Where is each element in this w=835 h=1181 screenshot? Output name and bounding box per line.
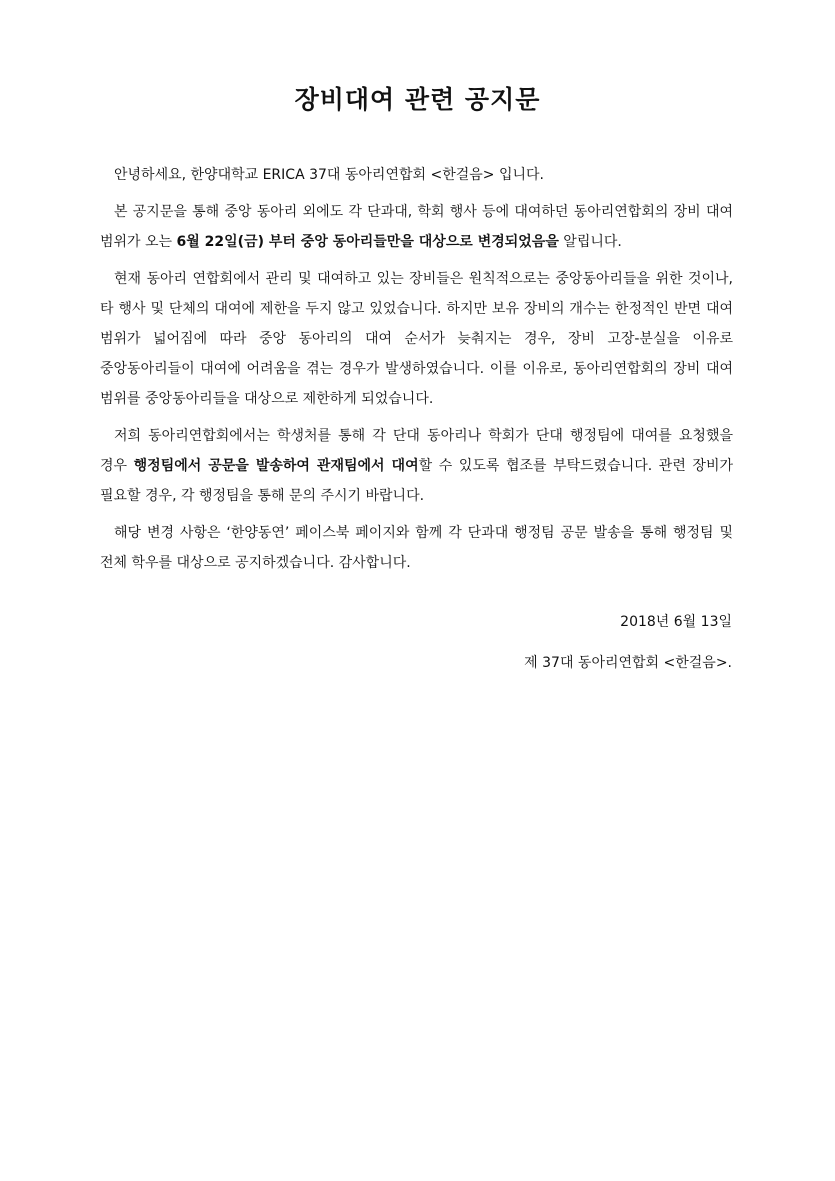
greeting-text: 안녕하세요, 한양대학교 ERICA 37대 동아리연합회 <한걸음> 입니다. — [114, 167, 544, 183]
procedure-text-after: 할 수 있도록 협조를 부탁드렸습니다. 관련 장비가 필요할 경우, 각 행정팀을 통해 문의 주시기 바랍니다. — [100, 458, 734, 504]
notice-body — [100, 160, 733, 585]
notice-date: 2018년 6월 13일 — [620, 614, 732, 630]
announcement-text-after: 알립니다. — [558, 234, 622, 250]
closing-text: 해당 변경 사항은 ‘한양동연’ 페이스북 페이지와 함께 각 단과대 행정팀 공문 발송을 통해 행정팀 및 전체 학우를 대상으로 공지하겠습니다. 감사합니다. — [100, 525, 733, 571]
procedure-emphasis: 행정팀에서 공문을 발송하여 관재팀에서 대여 — [133, 458, 419, 474]
closing-paragraph — [100, 518, 733, 578]
reason-text: 현재 동아리 연합회에서 관리 및 대여하고 있는 장비들은 원칙적으로는 중앙동아리들을 위한 것이나, 타 행사 및 단체의 대여에 제한을 두지 않고 있었습니다. 하지만 보유 장비의 개수는 한정적인 반면 대여 범위가 넓어짐에 따라 중앙 동아리의 대여 순서가 늦춰지는 경우, 장비 고장-분실을 이유로 중앙동아리들이 대여에 어려움을 겪는 경우가 발생하였습니다. 이를 이유로, 동아리연합회의 장비 대여 범위를 중앙동아리들을 대상으로 제한하게 되었습니다. — [100, 271, 733, 407]
procedure-text-before: 저희 동아리연합회에서는 학생처를 통해 각 단대 동아리나 학회가 단대 행정팀에 대여를 요청했을 경우 — [100, 428, 733, 474]
announcement-text-before: 본 공지문을 통해 중앙 동아리 외에도 각 단과대, 학회 행사 등에 대여하던 동아리연합회의 장비 대여 범위가 오는 — [100, 204, 733, 250]
procedure-paragraph — [100, 421, 733, 511]
notice-signature: 제 37대 동아리연합회 <한걸음>. — [524, 655, 732, 671]
announcement-paragraph — [100, 197, 733, 257]
reason-paragraph — [100, 264, 733, 414]
announcement-emphasis: 6월 22일(금) 부터 중앙 동아리들만을 대상으로 변경되었음을 — [176, 234, 559, 250]
greeting-paragraph — [100, 160, 733, 190]
notice-title: 장비대여 관련 공지문 — [294, 85, 541, 114]
